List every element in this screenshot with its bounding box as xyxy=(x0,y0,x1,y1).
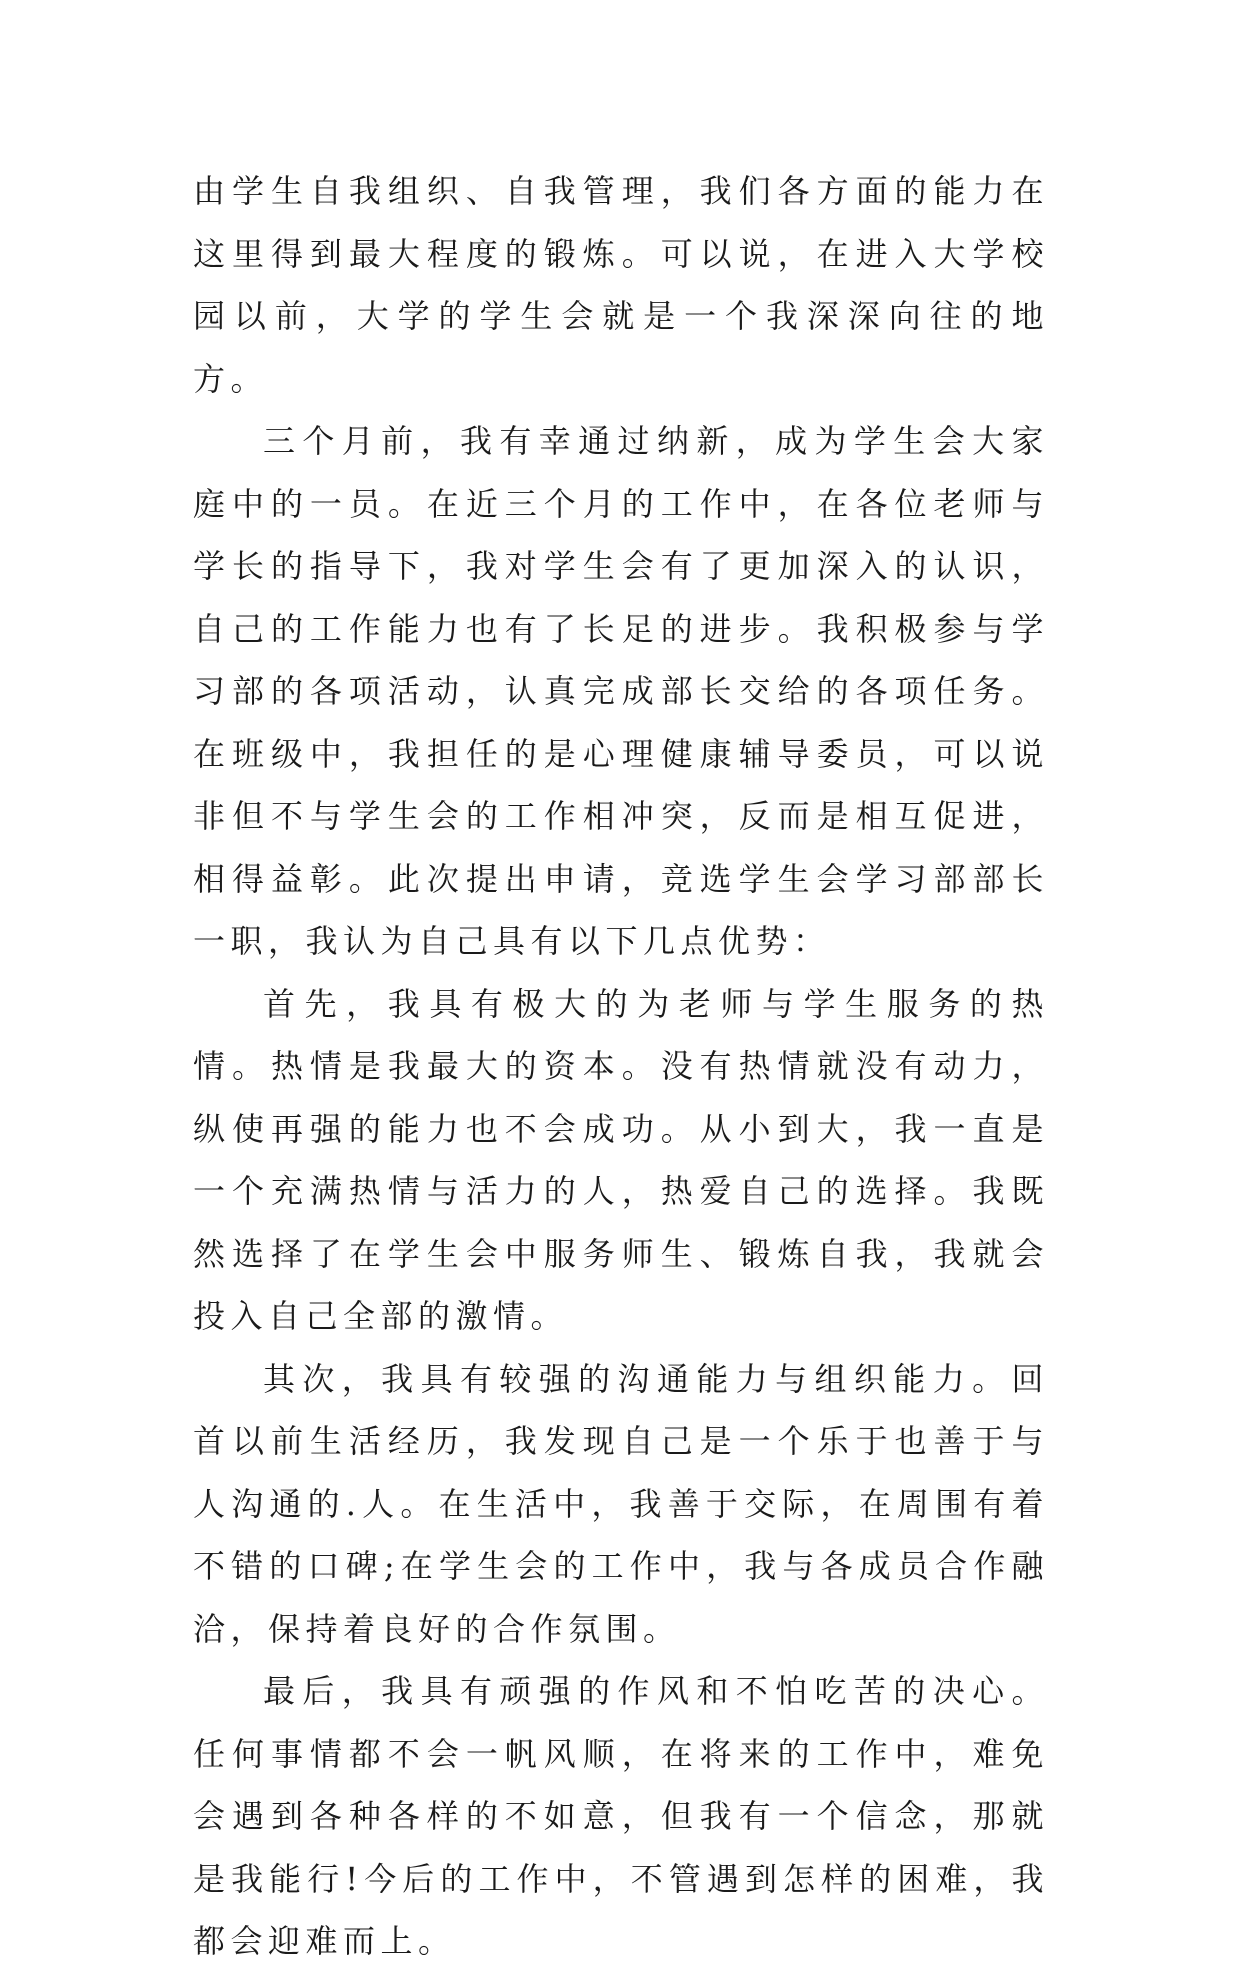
paragraph-4: 其次，我具有较强的沟通能力与组织能力。回首以前生活经历，我发现自己是一个乐于也善于与人沟通的.人。在生活中，我善于交际，在周围有着不错的口碑;在学生会的工作中，我与各成员合作融洽，保持着良好的合作氛围。 xyxy=(193,1359,1049,1648)
paragraph-2: 三个月前，我有幸通过纳新，成为学生会大家庭中的一员。在近三个月的工作中，在各位老师与学长的指导下，我对学生会有了更加深入的认识，自己的工作能力也有了长足的进步。我积极参与学习部的各项活动，认真完成部长交给的各项任务。在班级中，我担任的是心理健康辅导委员，可以说非但不与学生会的工作相冲突，反而是相互促进，相得益彰。此次提出申请，竞选学生会学习部部长一职，我认为自己具有以下几点优势： xyxy=(193,422,1049,960)
paragraph-3: 首先，我具有极大的为老师与学生服务的热情。热情是我最大的资本。没有热情就没有动力，纵使再强的能力也不会成功。从小到大，我一直是一个充满热情与活力的人，热爱自己的选择。我既然选择了在学生会中服务师生、锻炼自我，我就会投入自己全部的激情。 xyxy=(193,984,1049,1335)
document-body xyxy=(193,160,1049,1973)
paragraph-5: 最后，我具有顽强的作风和不怕吃苦的决心。任何事情都不会一帆风顺，在将来的工作中，难免会遇到各种各样的不如意，但我有一个信念，那就是我能行!今后的工作中，不管遇到怎样的困难，我都会迎难而上。 xyxy=(193,1672,1049,1960)
paragraph-1: 由学生自我组织、自我管理，我们各方面的能力在这里得到最大程度的锻炼。可以说，在进入大学校园以前，大学的学生会就是一个我深深向往的地方。 xyxy=(193,172,1049,398)
